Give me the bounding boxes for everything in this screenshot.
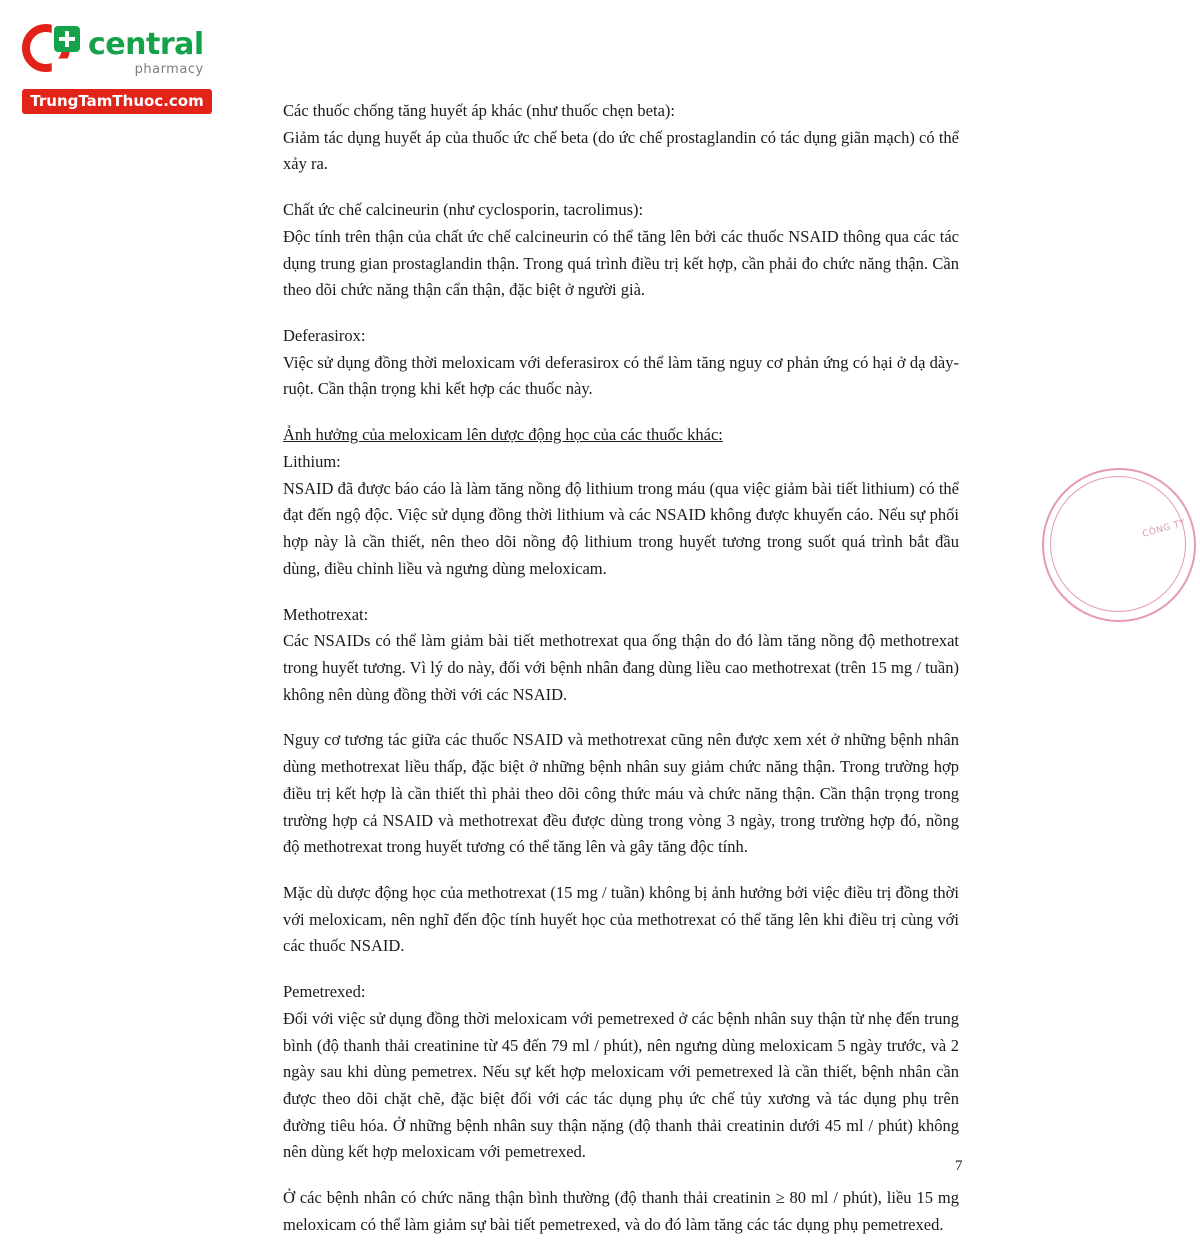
section-heading: Pemetrexed:: [283, 982, 366, 1002]
site-url-banner: TrungTamThuoc.com: [22, 89, 212, 114]
paragraph: Các NSAIDs có thể làm giảm bài tiết methotrexat qua ống thận do đó làm tăng nồng độ methotrexat trong huyết tương. Vì lý do này, đối với bệnh nhân đang dùng liều cao methotrexat (trên 15 mg / tuần) không nên dùng đồng thời với các NSAID.: [283, 631, 959, 704]
stamp-outer-ring: [1042, 468, 1196, 622]
document-page: [283, 98, 959, 1258]
logo-row: [22, 24, 232, 82]
paragraph: Độc tính trên thận của chất ức chế calcineurin có thể tăng lên bởi các thuốc NSAID thông qua các tác dụng trung gian prostaglandin thận. Trong quá trình điều trị kết hợp, cần phải đo chức năng thận. Cần theo dõi chức năng thận cẩn thận, đặc biệt ở người già.: [283, 226, 959, 300]
section-heading: Lithium:: [283, 451, 341, 471]
section-heading-underlined: Ảnh hưởng của meloxicam lên dược động học của các thuốc khác:: [283, 425, 723, 445]
paragraph: Nguy cơ tương tác giữa các thuốc NSAID và methotrexat cũng nên được xem xét ở những bệnh nhân dùng methotrexat liều thấp, đặc biệt ở những bệnh nhân suy giảm chức năng thận. Trong trường hợp điều trị kết hợp là cần thiết thì phải theo dõi công thức máu và chức năng thận. Cần thận trọng trong trường hợp cả NSAID và methotrexat đều được dùng trong vòng 3 ngày, trong trường hợp đó, nồng độ methotrexat trong huyết tương có thể tăng lên và gây tăng độc tính.: [283, 730, 959, 857]
section-heading: Các thuốc chống tăng huyết áp khác (như thuốc chẹn beta):: [283, 101, 675, 120]
section-heading: Deferasirox:: [283, 326, 366, 346]
medical-cross-icon: [54, 26, 80, 52]
paragraph: Đối với việc sử dụng đồng thời meloxicam với pemetrexed ở các bệnh nhân suy thận từ nhẹ đến trung bình (độ thanh thải creatinine từ 45 đến 79 ml / phút), nên ngưng dùng meloxicam 5 ngày trước, và 2 ngày sau khi dùng pemetrex. Nếu sự kết hợp meloxicam với pemetrexed là cần thiết, bệnh nhân cần được theo dõi chặt chẽ, đặc biệt đối với các tác dụng phụ ức chế tủy xương và tác dụng phụ trên đường tiêu hóa. Ở những bệnh nhân suy thận nặng (độ thanh thải creatinin dưới 45 ml / phút) không nên dùng kết hợp meloxicam với pemetrexed.: [283, 1008, 959, 1162]
company-stamp-icon: [1100, 468, 1192, 580]
paragraph: Giảm tác dụng huyết áp của thuốc ức chế beta (do ức chế prostaglandin có tác dụng giãn mạch) có thể xảy ra.: [283, 127, 959, 174]
paragraph: Ở các bệnh nhân có chức năng thận bình thường (độ thanh thải creatinin ≥ 80 ml / phút), liều 15 mg meloxicam có thể làm giảm sự bài tiết pemetrexed, và do đó làm tăng các tác dụng phụ pemetrexed.: [283, 1188, 959, 1234]
stamp-text: CÔNG TY: [1141, 518, 1187, 540]
logo-subtitle: pharmacy: [134, 62, 204, 77]
paragraph: Việc sử dụng đồng thời meloxicam với deferasirox có thể làm tăng nguy cơ phản ứng có hại ở dạ dày-ruột. Cần thận trọng khi kết hợp các thuốc này.: [283, 352, 959, 399]
stamp-inner-ring: [1050, 476, 1186, 612]
logo-name: central: [88, 27, 204, 62]
section-heading: Methotrexat:: [283, 604, 369, 624]
logo-text: [88, 27, 204, 77]
site-watermark: [22, 24, 232, 114]
section-heading: Chất ức chế calcineurin (như cyclosporin, tacrolimus):: [283, 200, 644, 220]
paragraph: Mặc dù dược động học của methotrexat (15 mg / tuần) không bị ảnh hưởng bởi việc điều trị đồng thời với meloxicam, nên nghĩ đến độc tính huyết học của methotrexat có thể tăng lên khi điều trị cùng với các thuốc NSAID.: [283, 882, 959, 956]
page-number: 7: [955, 1158, 963, 1174]
central-pharmacy-logo-icon: [22, 24, 80, 82]
paragraph: NSAID đã được báo cáo là làm tăng nồng độ lithium trong máu (qua việc giảm bài tiết lithium) có thể đạt đến ngộ độc. Việc sử dụng đồng thời lithium và các NSAID không được khuyến cáo. Nếu sự phối hợp này là cần thiết, nên theo dõi nồng độ lithium trong huyết tương trong suốt quá trình bắt đầu dùng, điều chỉnh liều và ngưng dùng meloxicam.: [283, 478, 959, 578]
